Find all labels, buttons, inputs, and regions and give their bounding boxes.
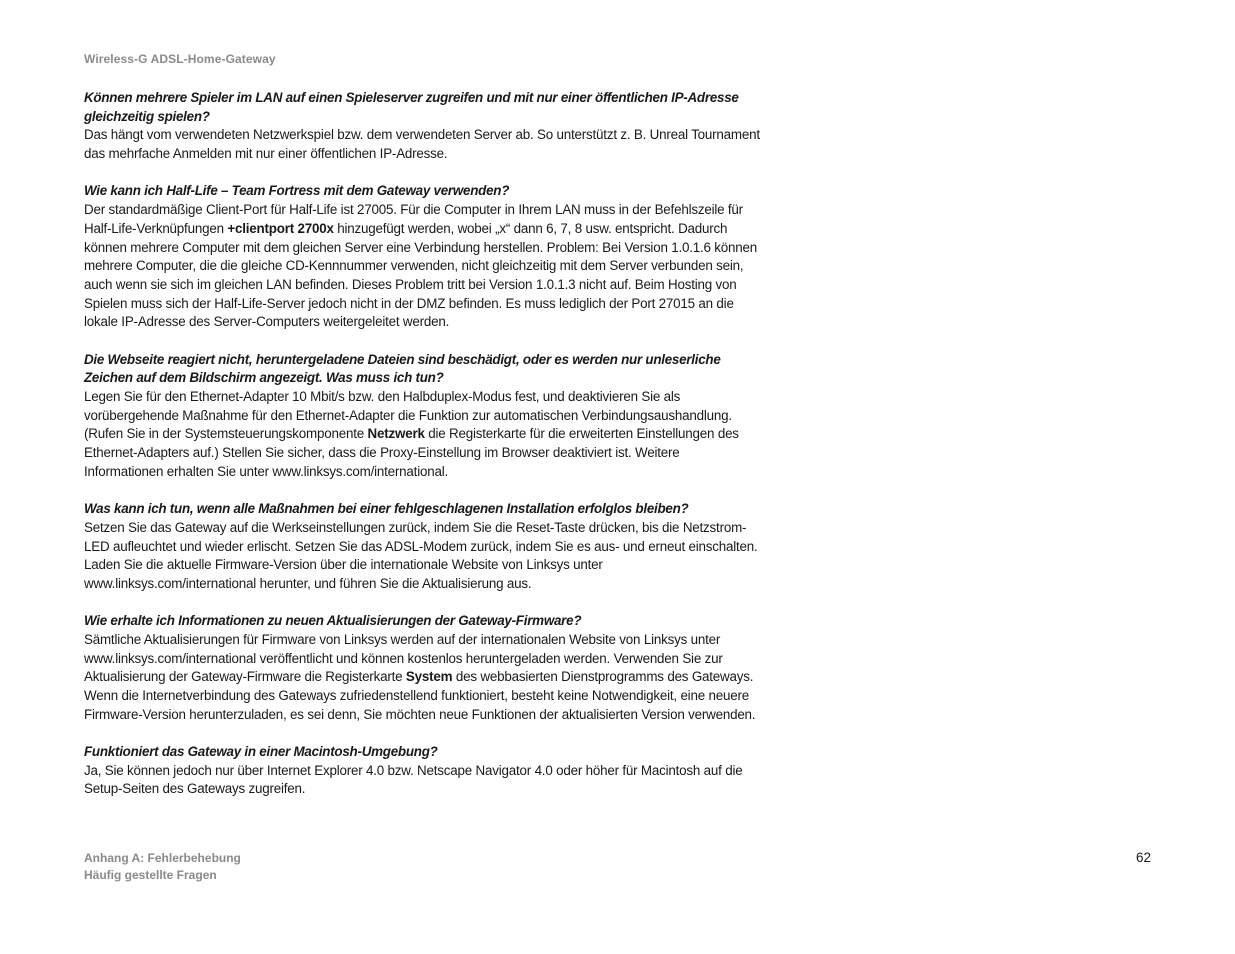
faq-question: Wie erhalte ich Informationen zu neuen Aktualisierungen der Gateway-Firmware? — [84, 613, 582, 629]
faq-item — [84, 89, 760, 164]
faq-question: Können mehrere Spieler im LAN auf einen Spieleserver zugreifen und mit nur einer öffentlichen IP-Adresse gleichzeitig spielen? — [84, 90, 739, 124]
answer-text: Legen Sie für den Ethernet-Adapter 10 Mbit/s bzw. den Halbduplex-Modus fest, und deaktivieren Sie als vorübergehende Maßnahme für den Ethernet-Adapter die Funktion zur automatischen Verbindungsaushandlung. (Rufen Sie in der Systemsteuerungskomponente — [84, 389, 732, 442]
faq-answer — [84, 519, 760, 594]
faq-question: Funktioniert das Gateway in einer Macintosh-Umgebung? — [84, 744, 438, 760]
faq-answer — [84, 631, 760, 725]
faq-item — [84, 500, 760, 594]
page-number: 62 — [1136, 850, 1152, 865]
faq-answer — [84, 388, 760, 482]
answer-text: des webbasierten Dienstprogramms des Gateways. Wenn die Internetverbindung des Gateways zufriedenstellend funktioniert, besteht keine Notwendigkeit, eine neuere Firmware-Version herunterzuladen, es sei denn, Sie möchten neue Funktionen der aktualisierten Version verwenden. — [84, 669, 756, 722]
footer-section: Häufig gestellte Fragen — [84, 868, 217, 882]
faq-question: Wie kann ich Half-Life – Team Fortress mit dem Gateway verwenden? — [84, 183, 510, 199]
faq-answer — [84, 201, 760, 332]
faq-content — [84, 89, 760, 818]
running-header: Wireless-G ADSL-Home-Gateway — [84, 52, 276, 66]
answer-text: Sämtliche Aktualisierungen für Firmware von Linksys werden auf der internationalen Website von Linksys unter www.linksys.com/international veröffentlicht und können kostenlos heruntergeladen werden. Verwenden Sie zur Aktualisierung der Gateway-Firmware die Registerkarte — [84, 631, 723, 685]
faq-item — [84, 612, 760, 724]
faq-item — [84, 182, 760, 332]
answer-text: die Registerkarte für die erweiterten Einstellungen des Ethernet-Adapters auf.) Stellen Sie sicher, dass die Proxy-Einstellung im Browser deaktiviert ist. Weitere Informationen erhalten Sie unter www.linksys.com/international. — [84, 426, 739, 479]
page-footer — [84, 850, 241, 884]
answer-emphasis: System — [405, 669, 453, 685]
answer-text: Der standardmäßige Client-Port für Half-Life ist 27005. Für die Computer in Ihrem LAN muss in der Befehlszeile für Half-Life-Verknüpfungen — [84, 202, 743, 236]
faq-answer — [84, 126, 760, 163]
answer-emphasis: Netzwerk — [367, 426, 425, 442]
answer-text: Setzen Sie das Gateway auf die Werkseinstellungen zurück, indem Sie die Reset-Taste drücken, bis die Netzstrom-LED aufleuchtet und wieder erlischt. Setzen Sie das ADSL-Modem zurück, indem Sie es aus- und erneut einschalten. Laden Sie die aktuelle Firmware-Version über die internationale Website von Linksys unter www.linksys.com/international herunter, und führen Sie die Aktualisierung aus. — [84, 519, 758, 591]
answer-text: hinzugefügt werden, wobei „x“ dann 6, 7, 8 usw. entspricht. Dadurch können mehrere Computer mit dem gleichen Server eine Verbindung herstellen. Problem: Bei Version 1.0.1.6 können mehrere Computer, die die gleiche CD-Kennnummer verwenden, nicht gleichzeitig mit dem Server verbunden sein, auch wenn sie sich im gleichen LAN befinden. Dieses Problem tritt bei Version 1.0.1.3 nicht auf. Beim Hosting von Spielen muss sich der Half-Life-Server jedoch nicht in der DMZ befinden. Es muss lediglich der Port 27015 an die lokale IP-Adresse des Server-Computers weitergeleitet werden. — [84, 220, 758, 330]
faq-item — [84, 743, 760, 799]
faq-item — [84, 351, 760, 482]
answer-text: Ja, Sie können jedoch nur über Internet Explorer 4.0 bzw. Netscape Navigator 4.0 oder höher für Macintosh auf die Setup-Seiten des Gateways zugreifen. — [84, 762, 743, 797]
faq-question: Was kann ich tun, wenn alle Maßnahmen bei einer fehlgeschlagenen Installation erfolglos bleiben? — [84, 501, 689, 517]
answer-text: Das hängt vom verwendeten Netzwerkspiel bzw. dem verwendeten Server ab. So unterstützt z. B. Unreal Tournament das mehrfache Anmelden mit nur einer öffentlichen IP-Adresse. — [84, 127, 760, 162]
faq-answer — [84, 762, 760, 799]
footer-chapter: Anhang A: Fehlerbehebung — [84, 851, 241, 865]
faq-question: Die Webseite reagiert nicht, heruntergeladene Dateien sind beschädigt, oder es werden nur unleserliche Zeichen auf dem Bildschirm angezeigt. Was muss ich tun? — [84, 351, 721, 386]
answer-emphasis: +clientport 2700x — [227, 220, 334, 236]
